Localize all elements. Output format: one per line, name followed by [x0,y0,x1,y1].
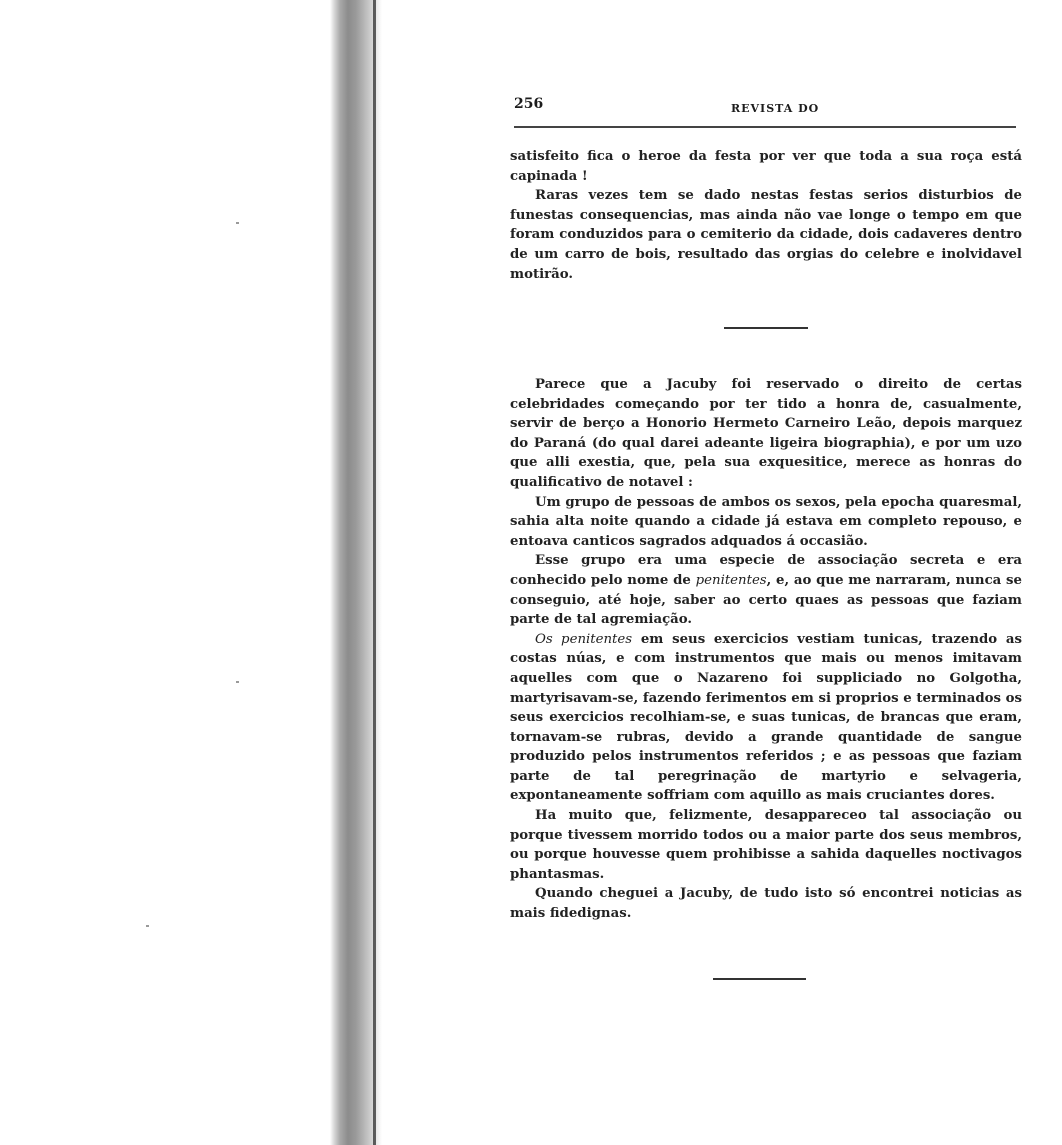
paragraph: Ha muito que, felizmente, desappareceo tal associação ou porque tivessem morrido todos ou a maior parte dos seus membros, ou porque houvesse quem prohibisse a sahida daquelles noctivagos phantasmas. [510,808,1022,882]
scan-speck [236,222,239,224]
italic-term: penitentes [695,572,767,588]
paragraph: Quando cheguei a Jacuby, de tudo isto só encontrei noticias as mais fidedignas. [510,886,1022,922]
paragraph-text: , e, ao que me narraram, nunca se conseguio, até hoje, saber ao certo quaes as pessoas que faziam parte de tal agremiação. [510,572,1023,628]
running-head: REVISTA DO [731,102,820,115]
scan-speck [236,681,239,683]
italic-term: Os penitentes [535,631,633,647]
paragraph-text: Esse grupo era uma especie de associação secreta e era conhecido pelo nome de [510,553,1022,588]
paragraph [510,551,1022,629]
section-festa [510,147,1022,284]
scan-speck [146,925,149,927]
paragraph: Raras vezes tem se dado nestas festas serios disturbios de funestas consequencias, mas ainda não vae longe o tempo em que foram conduzidos para o cemiterio da cidade, dois cadaveres dentro de um carro de bois, resultado das orgias do celebre e inolvidavel motirão. [510,188,1022,282]
section-divider [713,978,806,980]
paragraph: Parece que a Jacuby foi reservado o direito de certas celebridades começando por ter tido a honra de, casualmente, servir de berço a Honorio Hermeto Carneiro Leão, depois marquez do Paraná (do qual darei adeante ligeira biographia), e por um uzo que alli exestia, que, pela sua exquesitice, merece as honras do qualificativo de notavel : [510,377,1022,490]
section-penitentes [510,375,1022,924]
paragraph [510,630,1022,806]
paragraph-text: em seus exercicios vestiam tunicas, trazendo as costas núas, e com instrumentos que mais ou menos imitavam aquelles com que o Nazareno foi suppliciado no Golgotha, martyrisavam-se, fazendo ferimentos em si proprios e terminados os seus exercicios recolhiam-se, e suas tunicas, de brancas que eram, tornavam-se rubras, devido a grande quantidade de sangue produzido pelos instrumentos referidos ; e as pessoas que faziam parte de tal peregrinação de martyrio e selvageria, expontaneamente soffriam com aquillo as mais cruciantes dores. [510,631,1022,804]
paragraph: Um grupo de pessoas de ambos os sexos, pela epocha quaresmal, sahia alta noite quando a cidade já estava em completo repouso, e entoava canticos sagrados adquados á occasião. [510,494,1022,549]
page-header [514,96,1016,128]
paragraph: satisfeito fica o heroe da festa por ver que toda a sua roça está capinada ! [510,149,1022,184]
gutter-edge-line [373,0,376,1145]
section-divider [724,327,808,329]
page-number: 256 [514,96,544,112]
